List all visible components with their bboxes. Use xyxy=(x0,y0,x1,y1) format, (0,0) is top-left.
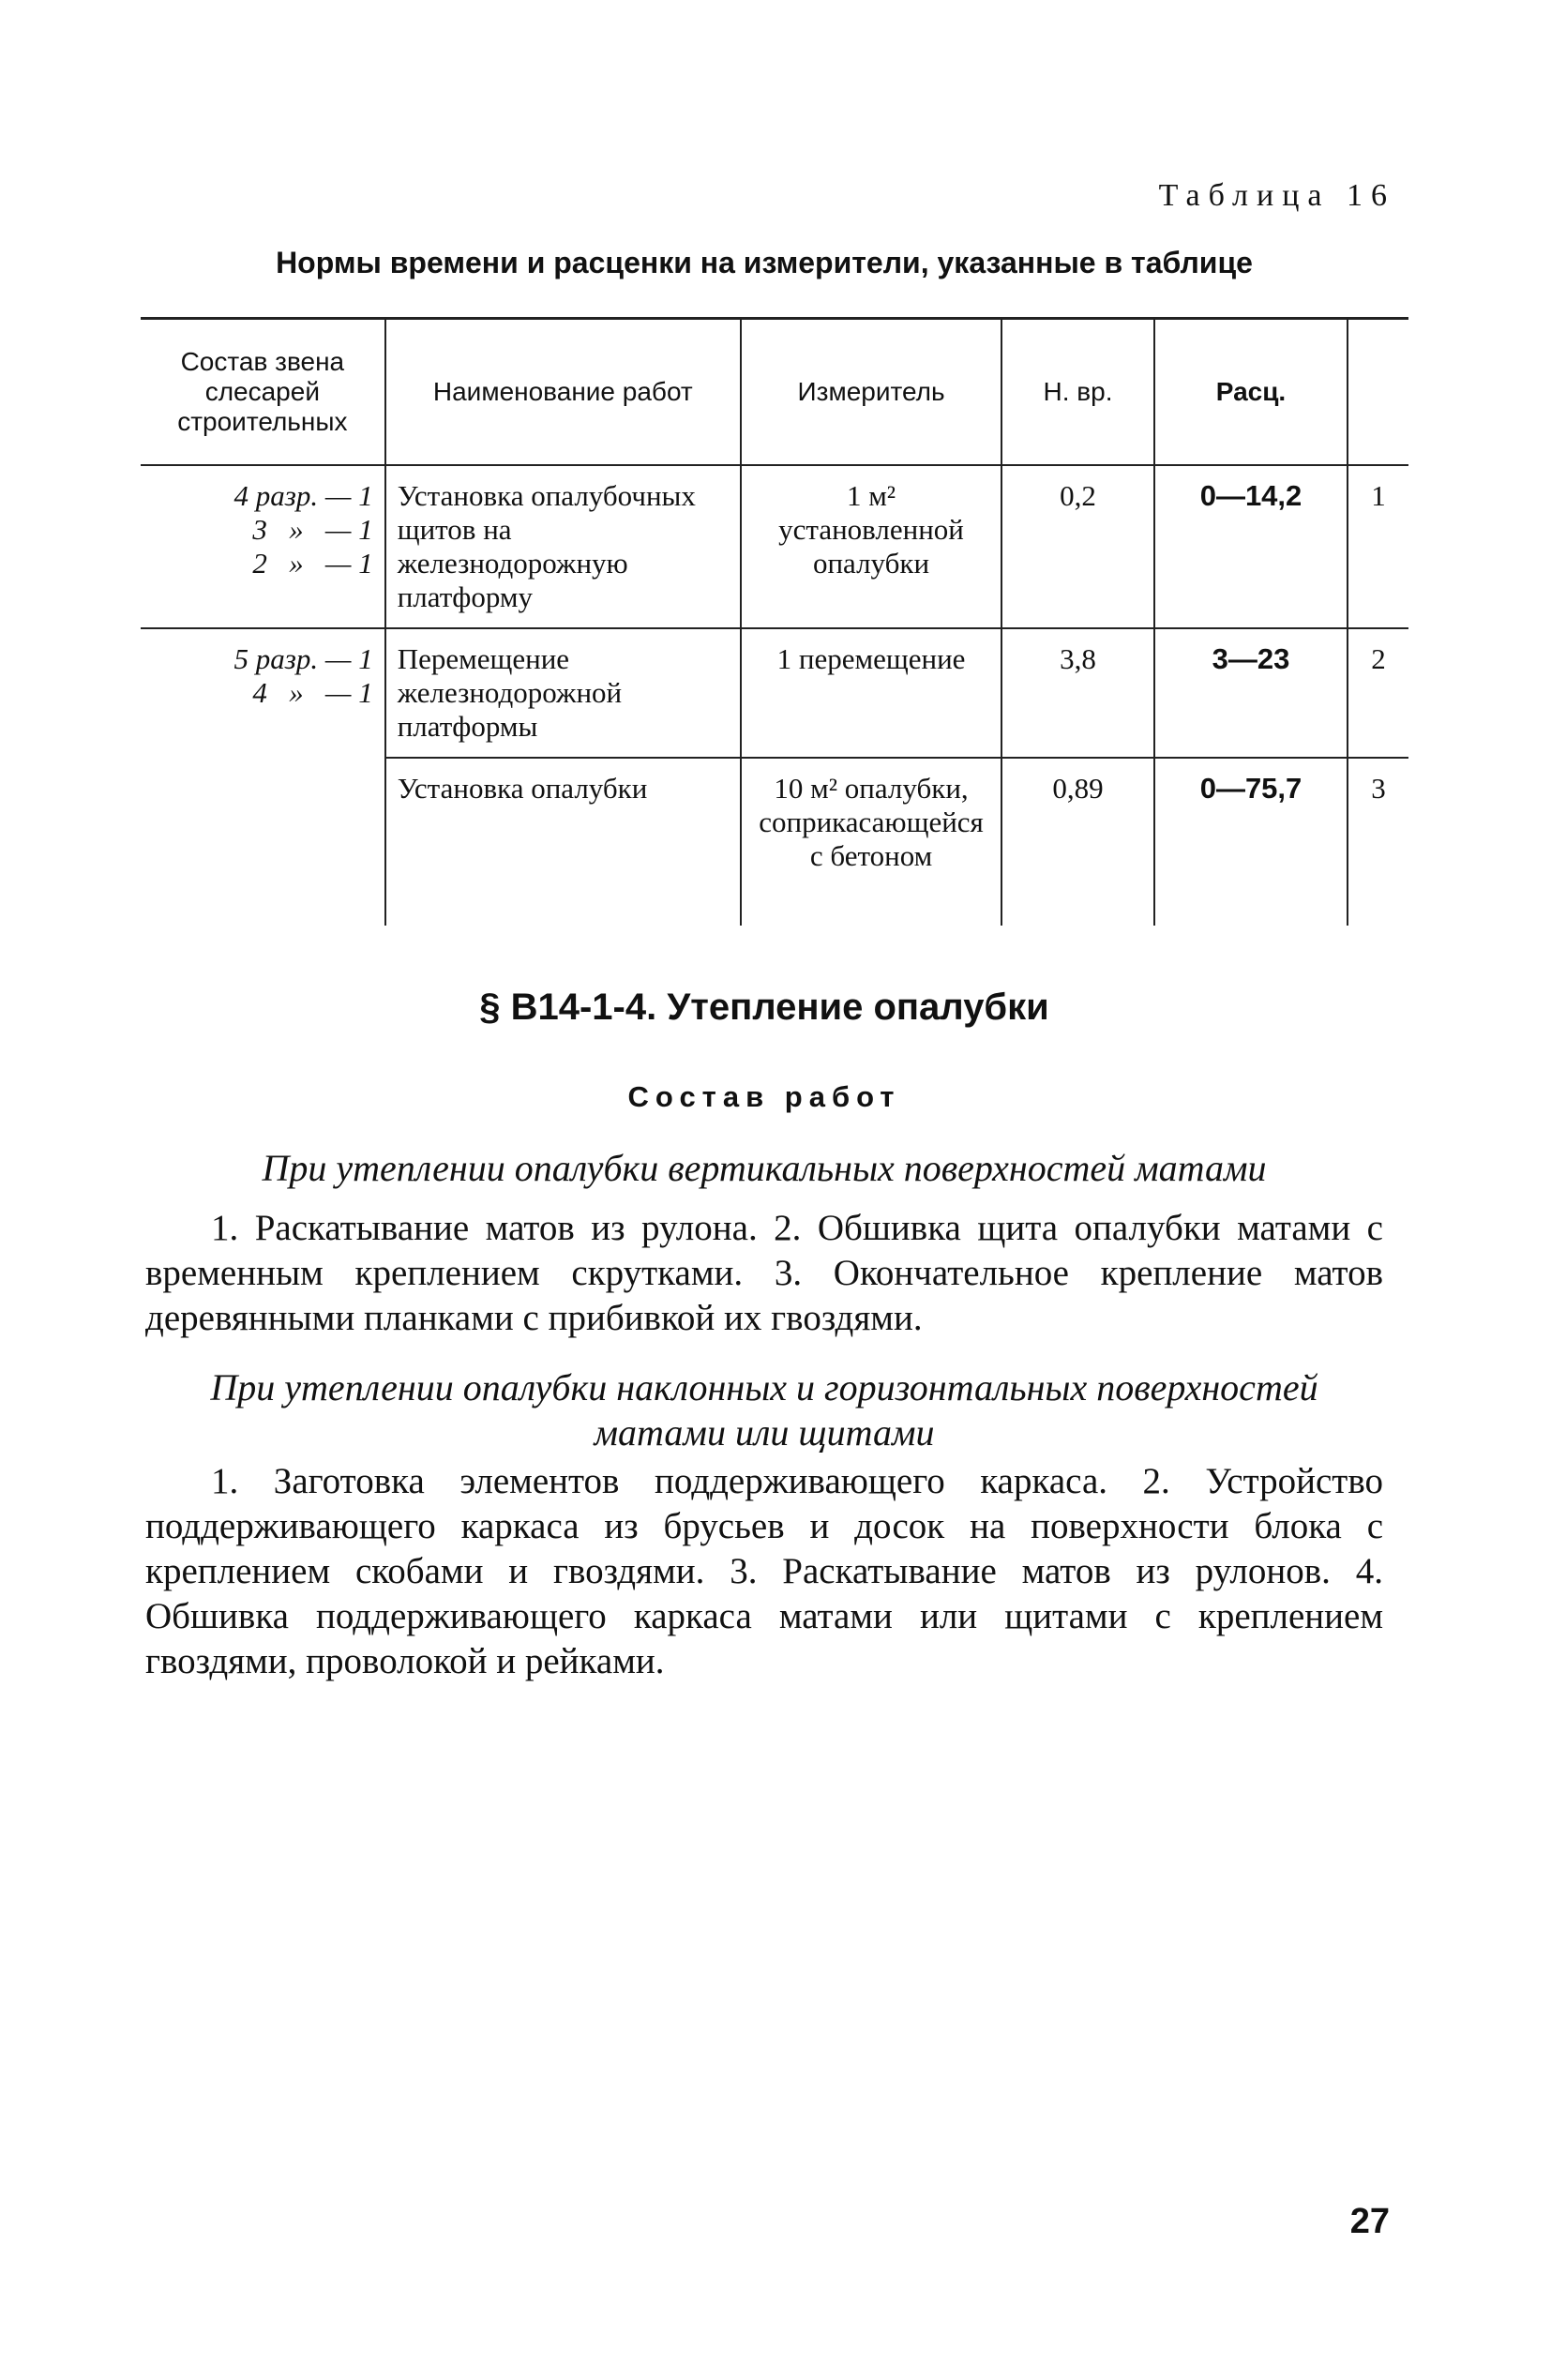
paragraph-vertical: 1. Раскатывание матов из рулона. 2. Обшивка щита опалубки матами с временным креплением скрутками. 3. Окончательное крепление матов деревянными планками с прибивкой их гвоздями. xyxy=(145,1208,1383,1338)
cell-rate: 0—14,2 xyxy=(1154,465,1348,628)
italic-heading-vertical: При утеплении опалубки вертикальных поверхностей матами xyxy=(262,1147,1267,1189)
cell-crew: 5 разр. — 1 4 » — 1 xyxy=(233,642,373,709)
header-measure: Измеритель xyxy=(741,319,1001,466)
paragraph-horizontal: 1. Заготовка элементов поддерживающего каркаса. 2. Устройство поддерживающего каркаса из брусьев и досок на поверхности блока с креплением скобами и гвоздями. 3. Раскатывание матов из рулонов. 4. Обшивка поддерживающего каркаса матами или щитами с креплением гвоздями, проволокой и рейками. xyxy=(145,1461,1383,1681)
table-header-row xyxy=(141,319,1408,466)
cell-row-number: 1 xyxy=(1348,465,1408,628)
cell-work-name: Установка опалубочных щитов на железнодорожную платформу xyxy=(385,465,741,628)
header-rate: Расц. xyxy=(1154,319,1348,466)
header-crew: Состав звена слесарей строительных xyxy=(141,319,385,466)
cell-row-number: 2 xyxy=(1348,628,1408,758)
section-subtitle: Состав работ xyxy=(627,1080,901,1113)
table-row xyxy=(141,465,1408,628)
page-number: 27 xyxy=(1349,2202,1390,2241)
cell-rate: 3—23 xyxy=(1154,628,1348,758)
header-row-number xyxy=(1348,319,1408,466)
cell-measure: 1 м² установленной опалубки xyxy=(741,465,1001,628)
italic-heading-horizontal: При утеплении опалубки наклонных и горизонтальных поверхностей матами или щитами xyxy=(210,1366,1318,1454)
norms-table xyxy=(141,317,1408,926)
cell-row-number: 3 xyxy=(1348,758,1408,926)
cell-crew xyxy=(141,758,385,926)
cell-work-name: Перемещение железнодорожной платформы xyxy=(385,628,741,758)
cell-rate: 0—75,7 xyxy=(1154,758,1348,926)
section-title: § В14-1-4. Утепление опалубки xyxy=(479,987,1049,1028)
header-time-norm: Н. вр. xyxy=(1001,319,1154,466)
table-row xyxy=(141,758,1408,926)
cell-work-name: Установка опалубки xyxy=(385,758,741,926)
cell-measure: 10 м² опалубки, соприкасающейся с бетоном xyxy=(741,758,1001,926)
cell-measure: 1 перемещение xyxy=(741,628,1001,758)
cell-time-norm: 0,89 xyxy=(1001,758,1154,926)
table-row xyxy=(141,628,1408,758)
cell-time-norm: 0,2 xyxy=(1001,465,1154,628)
header-work-name: Наименование работ xyxy=(385,319,741,466)
cell-time-norm: 3,8 xyxy=(1001,628,1154,758)
table-caption: Нормы времени и расценки на измерители, указанные в таблице xyxy=(276,246,1253,279)
table-number: Таблица 16 xyxy=(1158,178,1395,213)
cell-crew: 4 разр. — 1 3 » — 1 2 » — 1 xyxy=(141,465,385,628)
